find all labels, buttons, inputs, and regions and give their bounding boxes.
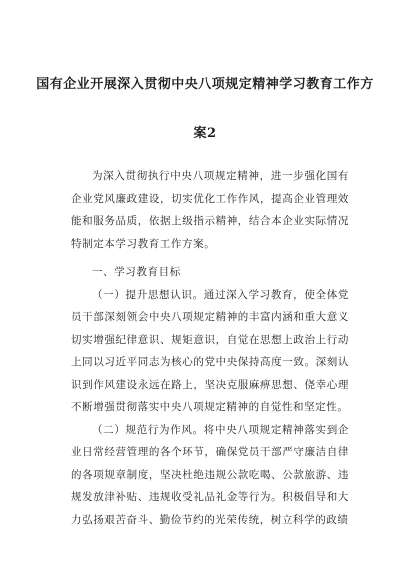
intro-paragraph: 为深入贯彻执行中央八项规定精神，进一步强化国有企业党风廉政建设，切实优化工作作风，提高企业管理效能和服务品质，依据上级指示精神，结合本企业实际情况特制定本学习教育工作方案。 <box>71 170 349 250</box>
document-body <box>71 165 349 531</box>
section-heading: 一、学习教育目标 <box>92 266 181 278</box>
paragraph-conduct: （二）规范行为作风。将中央八项规定精神落实到企业日常经营管理的各个环节，确保党员干部严守廉洁自律的各项规章制度，坚决杜绝违规公款吃喝、公款旅游、违规发放津补贴、违规收受礼品礼金等行为。积极倡导和大力弘扬艰苦奋斗、勤俭节约的光荣传统，树立科学的政绩 <box>71 423 349 526</box>
document-title-line-1: 国有企业开展深入贯彻中央八项规定精神学习教育工作方 <box>36 77 374 92</box>
document-title-line-2: 案2 <box>193 126 217 141</box>
paragraph-thinking: （一）提升思想认识。通过深入学习教育，使全体党员干部深刻领会中央八项规定精神的丰富内涵和重大意义切实增强纪律意识、规矩意识，自觉在思想上政治上行动上同以习近平同志为核心的党中央保持高度一致。深刻认识到作风建设永远在路上，坚决克服麻痹思想、侥幸心理不断增强贯彻落实中央八项规定精神的自觉性和坚定性。 <box>71 288 349 413</box>
